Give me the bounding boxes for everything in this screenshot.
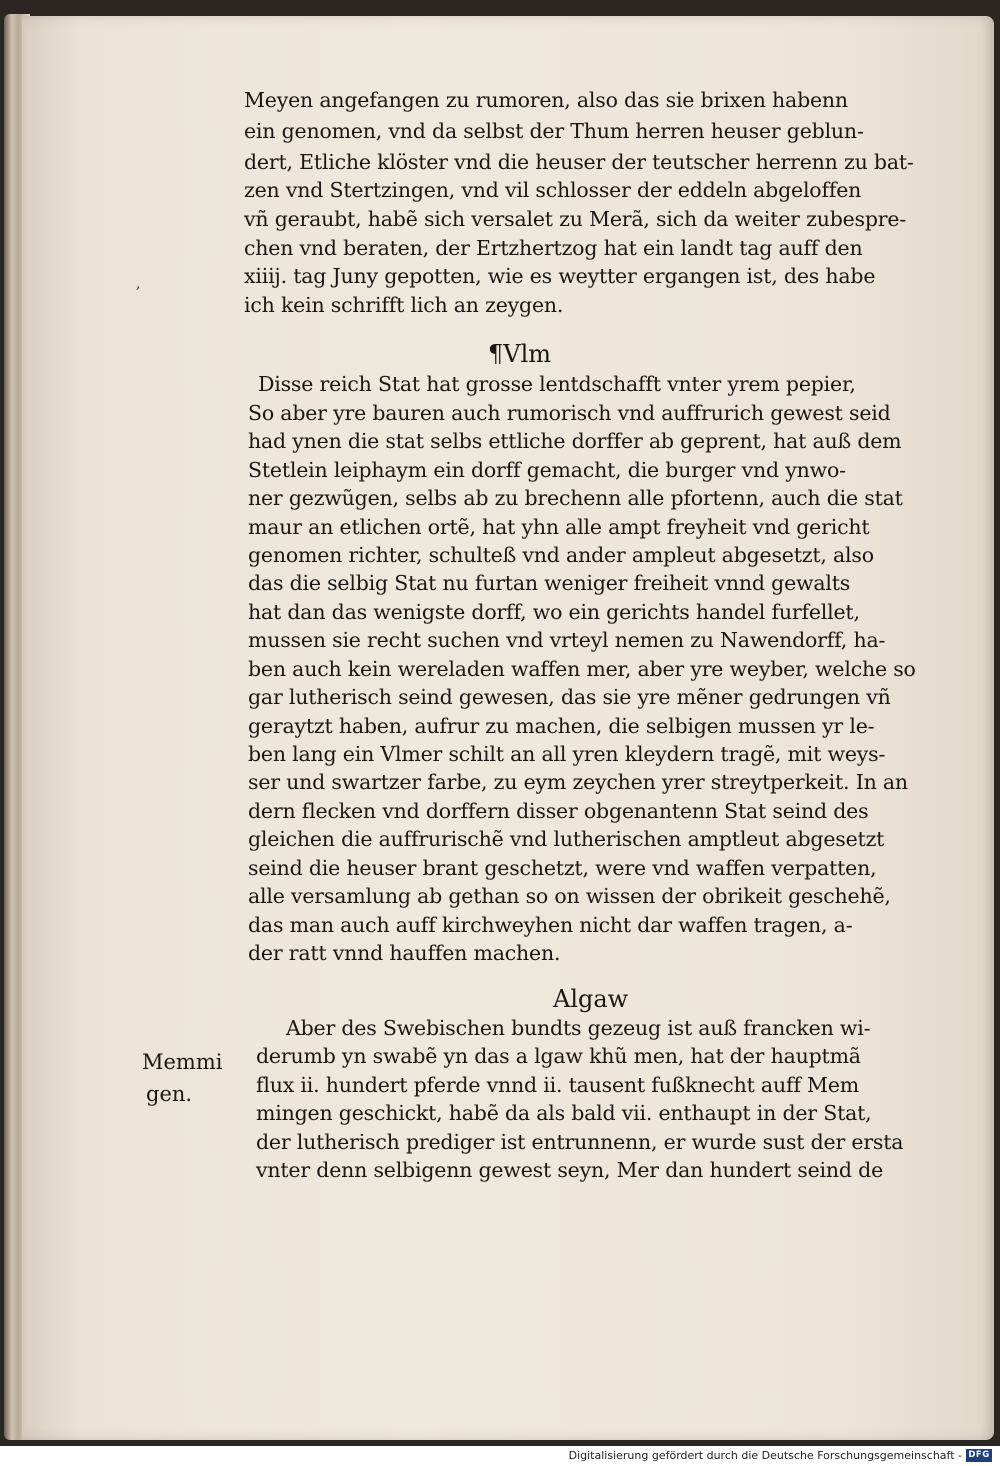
text-line: maur an etlichen ortẽ, hat yhn alle ampt freyheit vnd gericht [248,515,870,539]
stray-mark: , [136,276,141,292]
dfg-logo-icon: DFG [966,1449,992,1462]
text-line: der lutherisch prediger ist entrunnenn, er wurde sust der ersta [256,1130,904,1154]
text-line: Aber des Swebischen bundts gezeug ist auß francken wi- [286,1016,871,1040]
text-line: Meyen angefangen zu rumoren, also das sie brixen habenn [244,88,848,112]
funding-credit-text: Digitalisierung gefördert durch die Deutsche Forschungsgemeinschaft - [568,1449,962,1462]
text-line: vnter denn selbigenn gewest seyn, Mer dan hundert seind de [256,1158,884,1182]
text-line: ser und swartzer farbe, zu eym zeychen yrer streytperkeit. In an [248,770,908,794]
text-line: dern flecken vnd dorffern disser obgenantenn Stat seind des [248,799,869,823]
text-line: dert, Etliche klöster vnd die heuser der teutscher herrenn zu bat- [244,150,914,174]
text-line: Stetlein leiphaym ein dorff gemacht, die burger vnd ynwo- [248,458,846,482]
text-line: gleichen die auffrurischẽ vnd lutherischen amptleut abgesetzt [248,827,885,851]
text-line: xiiij. tag Juny gepotten, wie es weytter ergangen ist, des habe [244,264,876,288]
text-line: zen vnd Stertzingen, vnd vil schlosser der eddeln abgeloffen [244,178,862,202]
section-heading-vlm: ¶Vlm [488,340,552,368]
text-line: der ratt vnnd hauffen machen. [248,941,561,965]
text-line: ben lang ein Vlmer schilt an all yren kleydern tragẽ, mit weys- [248,742,886,766]
margin-note: Memmi [142,1050,223,1074]
text-line: gar lutherisch seind gewesen, das sie yre mẽner gedrungen vñ [248,685,891,709]
text-line: alle versamlung ab gethan so on wissen der obrikeit geschehẽ, [248,884,891,908]
text-line: mussen sie recht suchen vnd vrteyl nemen zu Nawendorff, ha- [248,628,886,652]
text-line: genomen richter, schulteß vnd ander ampleut abgesetzt, also [248,543,874,567]
text-line: geraytzt haben, aufrur zu machen, die selbigen mussen yr le- [248,714,875,738]
text-line: ich kein schrifft lich an zeygen. [244,293,564,317]
text-line: had ynen die stat selbs ettliche dorffer ab geprent, hat auß dem [248,429,902,453]
footer-bar [0,1446,1000,1466]
text-line: ben auch kein wereladen waffen mer, aber yre weyber, welche so [248,657,916,681]
text-line: das die selbig Stat nu furtan weniger freiheit vnnd gewalts [248,571,851,595]
text-line: derumb yn swabẽ yn das a lgaw khũ men, hat der hauptmã [256,1044,861,1068]
text-line: seind die heuser brant geschetzt, were vnd waffen verpatten, [248,856,877,880]
text-line: das man auch auff kirchweyhen nicht dar waffen tragen, a- [248,913,853,937]
margin-note: gen. [146,1082,193,1106]
text-line: So aber yre bauren auch rumorisch vnd auffrurich gewest seid [248,401,891,425]
section-heading-algaw: Algaw [553,985,629,1013]
text-line: mingen geschickt, habẽ da als bald vii. enthaupt in der Stat, [256,1101,872,1125]
text-line: flux ii. hundert pferde vnnd ii. tausent fußknecht auff Mem [256,1073,859,1097]
text-line: ein genomen, vnd da selbst der Thum herren heuser geblun- [244,119,864,143]
text-line: chen vnd beraten, der Ertzhertzog hat ein landt tag auff den [244,236,863,260]
text-line: ner gezwũgen, selbs ab zu brechenn alle pfortenn, auch die stat [248,486,903,510]
text-line: Disse reich Stat hat grosse lentdschafft vnter yrem pepier, [258,372,856,396]
text-line: hat dan das wenigste dorff, wo ein gerichts handel furfellet, [248,600,860,624]
text-line: vñ geraubt, habẽ sich versalet zu Merã, sich da weiter zubespre- [244,207,907,231]
